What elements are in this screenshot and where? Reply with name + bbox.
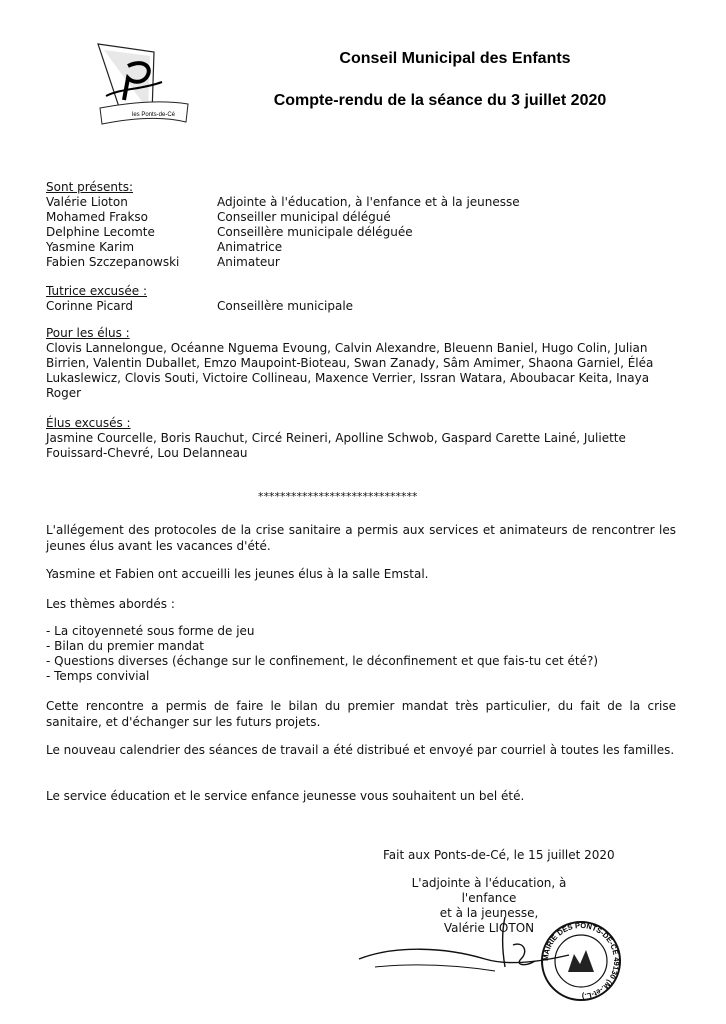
list-item: - La citoyenneté sous forme de jeu — [46, 624, 255, 638]
excuses-heading: Élus excusés : — [46, 416, 131, 430]
person-role: Conseillère municipale déléguée — [217, 225, 413, 239]
excuses-line: Jasmine Courcelle, Boris Rauchut, Circé Reineri, Apolline Schwob, Gaspard Carette Lainé, Juliette — [46, 431, 626, 445]
svg-text:MAIRIE DES PONTS-DE-CÉ 49130 (: MAIRIE DES PONTS-DE-CÉ 49130 (M.-et-L.) — [540, 920, 622, 1002]
document-title: Conseil Municipal des Enfants — [339, 50, 571, 67]
signatory-title: et à la jeunesse, — [439, 906, 539, 920]
signatory-name: Valérie LIOTON — [443, 921, 535, 935]
paragraph: Les thèmes abordés : — [46, 597, 175, 611]
presence-row — [46, 225, 520, 240]
elus-section — [46, 326, 682, 401]
themes-list — [46, 624, 598, 684]
paragraph: Le nouveau calendrier des séances de travail a été distribué et envoyé par courriel à toutes les familles. — [46, 743, 675, 757]
elus-line: Birrien, Valentin Duballet, Emzo Maupoint-Bioteau, Swan Zanady, Sâm Amimer, Shaona Garniel, Éléa — [46, 356, 654, 370]
separator: ***************************** — [258, 490, 418, 503]
presence-row — [46, 299, 353, 314]
presence-row — [46, 240, 520, 255]
tutrice-section — [46, 284, 353, 314]
presents-section — [46, 180, 520, 270]
list-item: - Questions diverses (échange sur le confinement, le déconfinement et que fais-tu cet été?) — [46, 654, 599, 668]
ponts-de-ce-logo — [92, 38, 192, 128]
person-name: Yasmine Karim — [46, 240, 135, 254]
mairie-stamp — [540, 920, 622, 1002]
signature-date: Fait aux Ponts-de-Cé, le 15 juillet 2020 — [383, 848, 615, 862]
svg-text:les Ponts-de-Cé: les Ponts-de-Cé — [132, 112, 176, 118]
list-item: - Temps convivial — [46, 669, 150, 683]
excuses-section — [46, 416, 626, 461]
person-name: Corinne Picard — [46, 299, 133, 313]
person-name: Fabien Szczepanowski — [46, 255, 180, 269]
paragraph: Yasmine et Fabien ont accueilli les jeunes élus à la salle Emstal. — [46, 567, 429, 581]
person-role: Animatrice — [217, 240, 283, 254]
paragraph: Cette rencontre a permis de faire le bilan du premier mandat très particulier, du fait de la crise sanitaire, et d'échanger sur les futurs projets. — [46, 699, 676, 729]
signatory-title: L'adjointe à l'éducation, à l'enfance — [411, 876, 567, 905]
presence-row — [46, 195, 520, 210]
tutrice-heading: Tutrice excusée : — [46, 284, 148, 298]
person-role: Conseiller municipal délégué — [217, 210, 391, 224]
elus-line: Clovis Lannelongue, Océanne Nguema Evoung, Calvin Alexandre, Bleuenn Baniel, Hugo Colin, Julian — [46, 341, 648, 355]
elus-heading: Pour les élus : — [46, 326, 130, 340]
elus-line: Lukaslewicz, Clovis Souti, Victoire Collineau, Maxence Verrier, Issran Watara, Aboubacar Keita, Inaya — [46, 371, 650, 385]
person-name: Valérie Lioton — [46, 195, 128, 209]
person-name: Mohamed Frakso — [46, 210, 149, 224]
excuses-line: Fouissard-Chevré, Lou Delanneau — [46, 446, 248, 460]
presents-heading: Sont présents: — [46, 180, 133, 194]
elus-line: Roger — [46, 386, 82, 400]
paragraph: L'allégement des protocoles de la crise sanitaire a permis aux services et animateurs de rencontrer les jeunes élus avant les vacances d'été. — [46, 523, 676, 553]
person-name: Delphine Lecomte — [46, 225, 155, 239]
list-item: - Bilan du premier mandat — [46, 639, 205, 653]
person-role: Animateur — [217, 255, 280, 269]
person-role: Conseillère municipale — [217, 299, 354, 313]
presence-row — [46, 255, 520, 270]
presence-row — [46, 210, 520, 225]
document-subtitle: Compte-rendu de la séance du 3 juillet 2020 — [273, 92, 607, 109]
paragraph: Le service éducation et le service enfance jeunesse vous souhaitent un bel été. — [46, 789, 525, 803]
person-role: Adjointe à l'éducation, à l'enfance et à la jeunesse — [217, 195, 520, 209]
